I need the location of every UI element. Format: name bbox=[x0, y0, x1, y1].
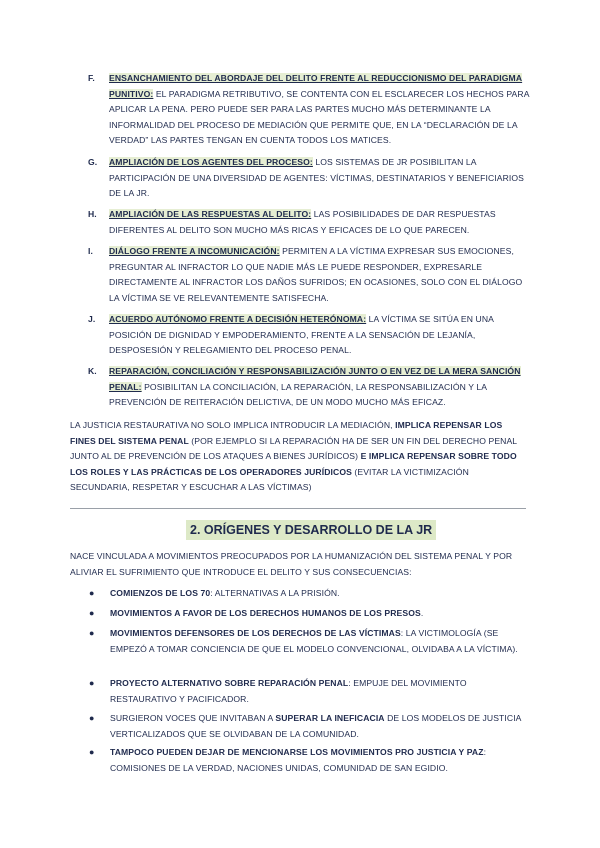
bullet-icon: ● bbox=[89, 588, 95, 598]
summary-text: (POR EJEMPLO SI LA REPARACIÓN HA DE SER UN FIN DEL DERECHO PENAL JUNTO AL DE PREVENCIÓN DE LOS ATAQUES A BIENES JURÍDICOS) bbox=[70, 435, 517, 462]
list-item-g bbox=[88, 155, 533, 202]
bullet-text: : COMISIONES DE LA VERDAD, NACIONES UNIDAS, COMUNIDAD DE SAN EGIDIO. bbox=[110, 747, 487, 773]
bullet-bold: PROYECTO ALTERNATIVO SOBRE REPARACIÓN PENAL bbox=[110, 678, 349, 688]
bullet-text: : EMPUJE DEL MOVIMIENTO RESTAURATIVO Y PACIFICADOR. bbox=[110, 678, 467, 704]
bullet-icon: ● bbox=[89, 608, 95, 618]
item-text: LAS POSIBILIDADES DE DAR RESPUESTAS DIFERENTES AL DELITO SON MUCHO MÁS RICAS Y EFICACES DE LO QUE PARECEN. bbox=[109, 209, 496, 235]
bullet-bold: COMIENZOS DE LOS 70 bbox=[110, 588, 211, 598]
bullet-text: . bbox=[420, 608, 424, 618]
list-item-k bbox=[88, 364, 533, 411]
list-item-f bbox=[88, 71, 533, 149]
item-text: POSIBILITAN LA CONCILIACIÓN, LA REPARACIÓN, LA RESPONSABILIZACIÓN Y LA PREVENCIÓN DE REITERACIÓN DELICTIVA, DE UN MODO MUCHO MÁS EFICAZ. bbox=[109, 381, 487, 408]
bullet-bold: MOVIMIENTOS DEFENSORES DE LOS DERECHOS DE LAS VÍCTIMAS bbox=[110, 628, 401, 638]
bullet-text: : ALTERNATIVAS A LA PRISIÓN. bbox=[210, 588, 340, 598]
bullet-icon: ● bbox=[89, 713, 95, 723]
bullet-item bbox=[89, 711, 534, 742]
bullet-bold: MOVIMIENTOS A FAVOR DE LOS DERECHOS HUMANOS DE LOS PRESOS bbox=[110, 608, 421, 618]
bullet-icon: ● bbox=[89, 678, 95, 688]
item-letter: K. bbox=[88, 366, 97, 376]
item-letter: G. bbox=[88, 157, 98, 167]
bullet-item bbox=[89, 676, 534, 707]
item-letter: F. bbox=[88, 73, 95, 83]
intro-paragraph: NACE VINCULADA A MOVIMIENTOS PREOCUPADOS POR LA HUMANIZACIÓN DEL SISTEMA PENAL Y POR ALIVIAR EL SUFRIMIENTO QUE INTRODUCE EL DELITO Y SUS CONSECUENCIAS: bbox=[70, 551, 513, 577]
item-title: REPARACIÓN, CONCILIACIÓN Y RESPONSABILIZACIÓN JUNTO O EN VEZ DE LA MERA SANCIÓN PENAL: bbox=[109, 366, 521, 392]
summary-paragraph bbox=[70, 418, 530, 496]
item-title: ENSANCHAMIENTO DEL ABORDAJE DEL DELITO FRENTE AL REDUCCIONISMO DEL PARADIGMA PUNITIVO: bbox=[109, 73, 523, 99]
bullet-item bbox=[89, 606, 534, 622]
bullet-icon: ● bbox=[89, 747, 95, 757]
bullet-bold: TAMPOCO PUEDEN DEJAR DE MENCIONARSE LOS MOVIMIENTOS PRO JUSTICIA Y PAZ bbox=[110, 747, 484, 757]
summary-text: LA JUSTICIA RESTAURATIVA NO SOLO IMPLICA INTRODUCIR LA MEDIACIÓN, bbox=[70, 420, 396, 430]
item-title: AMPLIACIÓN DE LAS RESPUESTAS AL DELITO: bbox=[109, 209, 312, 219]
item-title: ACUERDO AUTÓNOMO FRENTE A DECISIÓN HETERÓNOMA: bbox=[109, 314, 367, 324]
item-text: EL PARADIGMA RETRIBUTIVO, SE CONTENTA CON EL ESCLARECER LOS HECHOS PARA APLICAR LA PENA. PERO PUEDE SER PARA LAS PARTES MUCHO MÁS DETERMINANTE LA INFORMALIDAD DEL PROCESO DE MEDIACIÓN QUE PERMITE QUE, EN LA “DECLARACIÓN DE LA VERDAD” LAS PARTES TENGAN EN CUENTA TODOS LOS MATICES. bbox=[109, 88, 530, 146]
item-text: PERMITEN A LA VÍCTIMA EXPRESAR SUS EMOCIONES, PREGUNTAR AL INFRACTOR LO QUE NADIE MÁS LE PUEDE RESPONDER, EXPRESARLE DIRECTAMENTE AL INFRACTOR LOS DAÑOS SUFRIDOS; EN OCASIONES, SOLO CON EL DIÁLOGO LA VÍCTIMA SE VE RELEVANTEMENTE SATISFECHA. bbox=[109, 246, 523, 303]
item-title: AMPLIACIÓN DE LOS AGENTES DEL PROCESO: bbox=[109, 157, 313, 167]
bullet-bold: SUPERAR LA INEFICACIA bbox=[275, 713, 385, 723]
bullet-item bbox=[89, 626, 534, 657]
summary-text: (EVITAR LA VICTIMIZACIÓN SECUNDARIA, RESPETAR Y ESCUCHAR A LAS VÍCTIMAS) bbox=[70, 466, 469, 493]
item-text: LOS SISTEMAS DE JR POSIBILITAN LA PARTICIPACIÓN DE UNA DIVERSIDAD DE AGENTES: VÍCTIMAS, DESTINATARIOS Y BENEFICIARIOS DE LA JR. bbox=[109, 157, 524, 199]
summary-bold: E IMPLICA REPENSAR SOBRE TODO LOS ROLES Y LAS PRÁCTICAS DE LOS OPERADORES JURÍDICOS bbox=[70, 451, 517, 477]
item-letter: J. bbox=[88, 314, 96, 324]
item-text: LA VÍCTIMA SE SITÚA EN UNA POSICIÓN DE DIGNIDAD Y EMPODERAMIENTO, FRENTE A LA SENSACIÓN DE LEJANÍA, DESPOSESIÓN Y RELEGAMIENTO DEL PROCESO PENAL. bbox=[109, 314, 494, 356]
item-letter: I. bbox=[88, 246, 93, 256]
bullet-text: : LA VICTIMOLOGÍA (SE EMPEZÓ A TOMAR CONCIENCIA DE QUE EL MODELO CONVENCIONAL, OLVIDABA A LA VÍCTIMA). bbox=[110, 628, 518, 654]
bullet-item bbox=[89, 745, 534, 776]
bullet-pre: SURGIERON VOCES QUE INVITABAN A bbox=[110, 713, 276, 723]
bullet-item bbox=[89, 586, 534, 602]
item-title: DIÁLOGO FRENTE A INCOMUNICACIÓN: bbox=[109, 246, 280, 256]
list-item-j bbox=[88, 312, 533, 359]
bullet-icon: ● bbox=[89, 628, 95, 638]
bullet-text: DE LOS MODELOS DE JUSTICIA VERTICALIZADOS QUE SE OLVIDABAN DE LA COMUNIDAD. bbox=[110, 713, 522, 739]
section-divider bbox=[70, 508, 526, 509]
list-item-h bbox=[88, 207, 533, 238]
item-letter: H. bbox=[88, 209, 97, 219]
summary-bold: IMPLICA REPENSAR LOS FINES DEL SISTEMA PENAL bbox=[70, 420, 503, 446]
list-item-i bbox=[88, 244, 533, 306]
section-heading: 2. ORÍGENES Y DESARROLLO DE LA JR bbox=[186, 520, 436, 540]
